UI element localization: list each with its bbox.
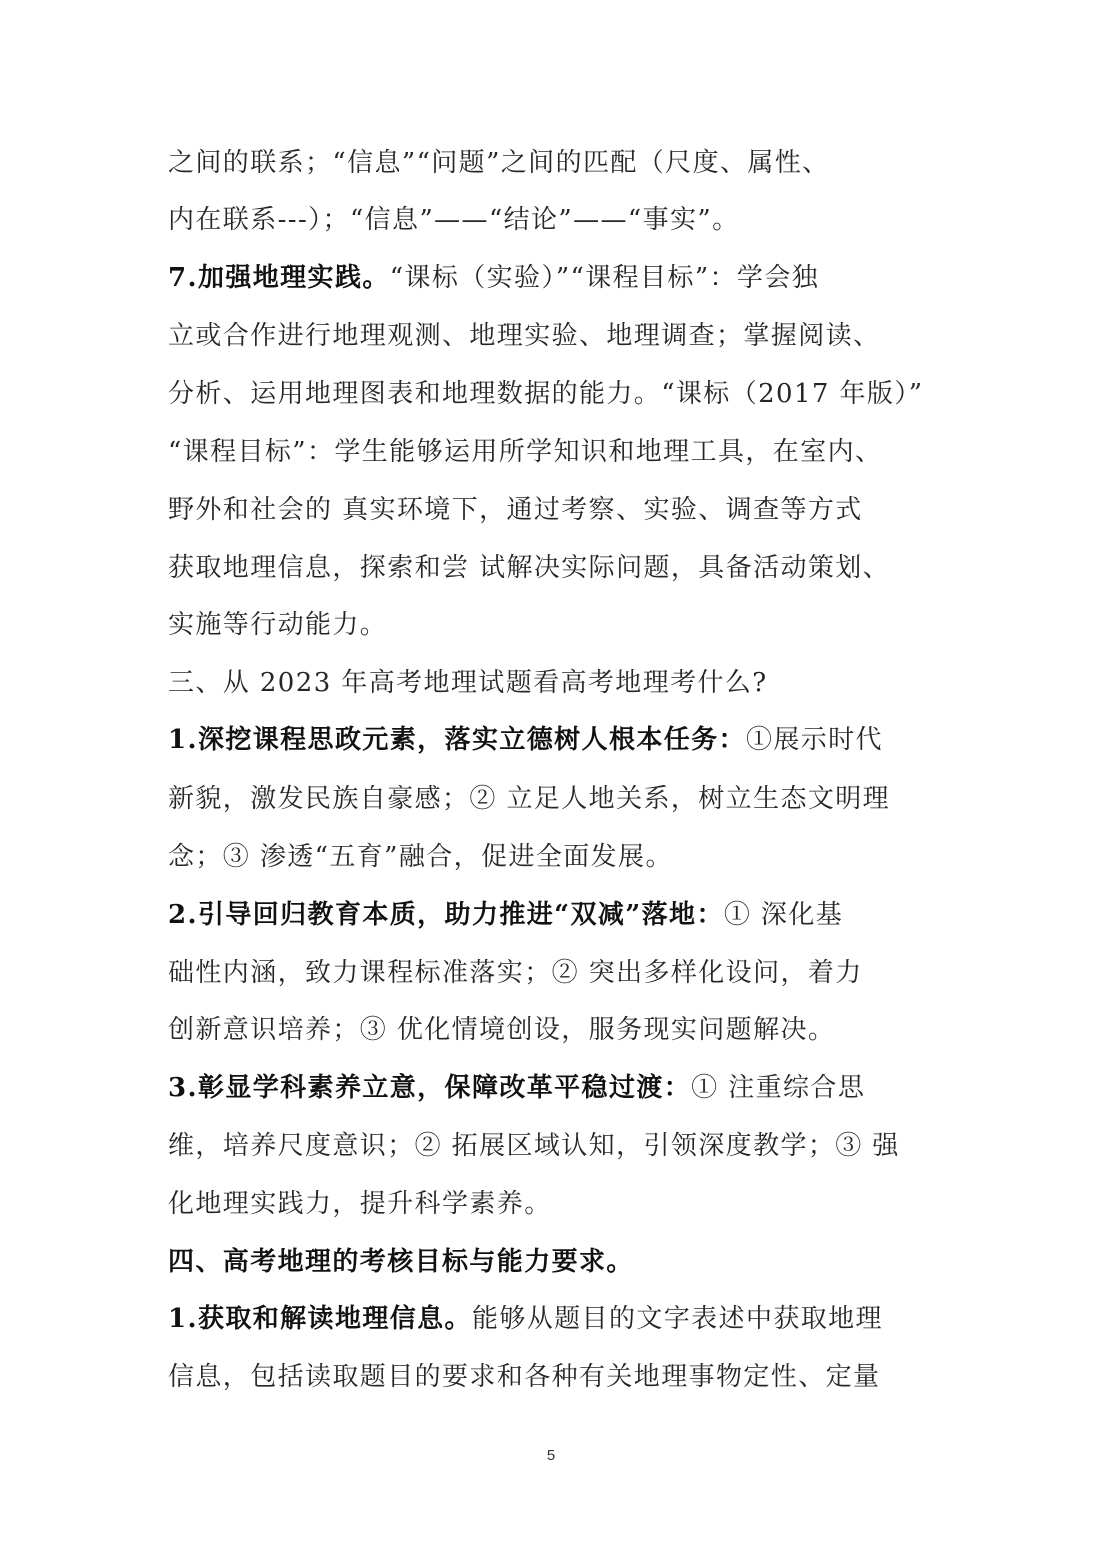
text-line: 念；③ 渗透“五育”融合，促进全面发展。 [168,842,673,872]
text-line: 内在联系---）；“信息”——“结论”——“事实”。 [168,205,740,235]
section-heading: 四、高考地理的考核目标与能力要求。 [168,1247,634,1277]
text-line: 创新意识培养；③ 优化情境创设，服务现实问题解决。 [168,1015,836,1045]
text-line: 立或合作进行地理观测、地理实验、地理调查；掌握阅读、 [168,321,881,351]
text-line: 2.引导回归教育本质，助力推进“双减”落地：① 深化基 [168,900,844,930]
text-line: 础性内涵，致力课程标准落实；② 突出多样化设问，着力 [168,958,863,988]
text-line: 7.加强地理实践。“课标（实验）”“课程目标”：学会独 [168,263,820,293]
text-line: 野外和社会的 真实环境下，通过考察、实验、调查等方式 [168,495,863,525]
page-number: 5 [546,1447,556,1464]
text-line: 实施等行动能力。 [168,610,388,640]
text-line: 分析、运用地理图表和地理数据的能力。“课标（2017 年版）” [168,379,924,409]
text-line: 获取地理信息，探索和尝 试解决实际问题，具备活动策划、 [168,553,891,583]
text-line: 维，培养尺度意识；② 拓展区域认知，引领深度教学；③ 强 [168,1131,900,1161]
text-line: 3.彰显学科素养立意，保障改革平稳过渡：① 注重综合思 [168,1073,866,1103]
section-heading: 三、从 2023 年高考地理试题看高考地理考什么? [168,668,768,698]
text-line: 新貌，激发民族自豪感；② 立足人地关系，树立生态文明理 [168,784,891,814]
text-line: 1.获取和解读地理信息。能够从题目的文字表述中获取地理 [168,1304,883,1334]
text-line: 1.深挖课程思政元素，落实立德树人根本任务：①展示时代 [168,725,883,755]
text-line: “课程目标”：学生能够运用所学知识和地理工具，在室内、 [168,437,883,467]
text-line: 信息，包括读取题目的要求和各种有关地理事物定性、定量 [168,1362,881,1392]
text-line: 化地理实践力，提升科学素养。 [168,1189,552,1219]
text-line: 之间的联系；“信息”“问题”之间的匹配（尺度、属性、 [168,148,830,178]
